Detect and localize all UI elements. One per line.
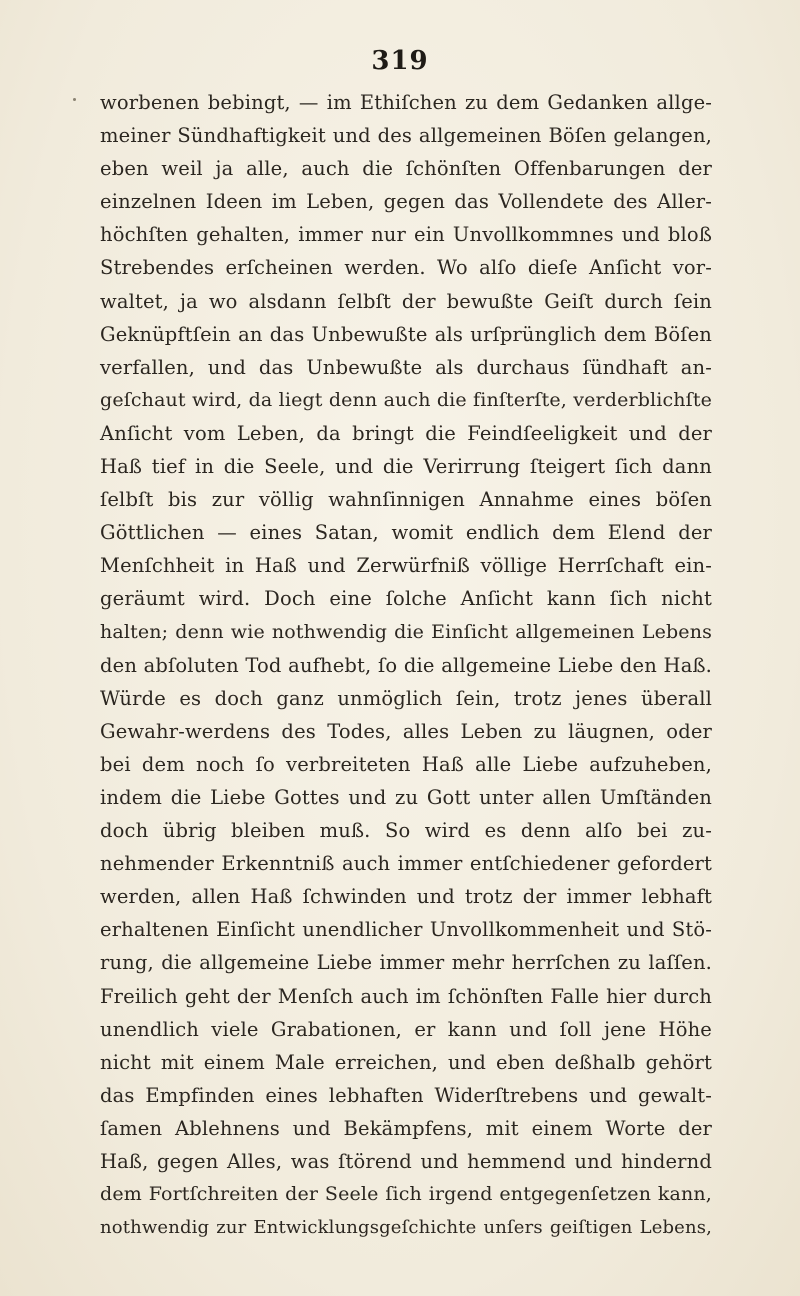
text-line: verfallen, und das Unbewußte als durchaus ſündhaft an- xyxy=(100,355,712,379)
text-line: nehmender Erkenntniß auch immer entſchiedener gefordert xyxy=(100,852,712,876)
text-line: ſamen Ablehnens und Bekämpfens, mit einem Worte der xyxy=(100,1116,712,1140)
text-line: Freilich geht der Menſch auch im ſchönſten Falle hier durch xyxy=(100,984,712,1008)
text-line: worbenen bebingt, — im Ethiſchen zu dem Gedanken allge- xyxy=(100,91,712,114)
text-line: Gewahr-werdens des Todes, alles Leben zu läugnen, oder xyxy=(100,719,712,743)
page-number: 319 xyxy=(371,46,429,76)
text-line: dem Fortſchreiten der Seele ſich irgend entgegenſetzen kann, xyxy=(100,1183,712,1206)
text-line: waltet, ja wo alsdann ſelbſt der bewußte Geiſt durch ſein xyxy=(100,289,712,313)
text-line: einzelnen Ideen im Leben, gegen das Vollendete des Aller- xyxy=(100,190,712,214)
text-line: Haß tief in die Seele, und die Verirrung ſteigert ſich dann xyxy=(100,455,712,479)
text-line: halten; denn wie nothwendig die Einſicht allgemeinen Lebens xyxy=(100,620,712,643)
text-line: rung, die allgemeine Liebe immer mehr herrſchen zu laſſen. xyxy=(100,951,712,975)
text-line: erhaltenen Einſicht unendlicher Unvollkommenheit und Stö- xyxy=(100,918,712,942)
text-line: geſchaut wird, da liegt denn auch die finſterſte, verderblichſte xyxy=(100,388,712,411)
body-text xyxy=(100,86,712,1244)
text-line: meiner Sündhaftigkeit und des allgemeinen Böſen gelangen, xyxy=(100,124,712,148)
text-line: geräumt wird. Doch eine ſolche Anſicht kann ſich nicht xyxy=(100,587,712,611)
text-line: Strebendes erſcheinen werden. Wo alſo dieſe Anſicht vor- xyxy=(100,256,712,280)
text-line: nicht mit einem Male erreichen, und eben deßhalb gehört xyxy=(100,1050,712,1074)
text-line: Würde es doch ganz unmöglich ſein, trotz jenes überall xyxy=(100,686,712,710)
text-line: Geknüpftſein an das Unbewußte als urſprünglich dem Böſen xyxy=(100,322,712,346)
text-line: das Empfinden eines lebhaften Widerſtrebens und gewalt- xyxy=(100,1083,712,1107)
text-line: unendlich viele Grabationen, er kann und ſoll jene Höhe xyxy=(100,1017,712,1041)
text-line: Anſicht vom Leben, da bringt die Feindſeeligkeit und der xyxy=(100,421,712,445)
text-line: indem die Liebe Gottes und zu Gott unter allen Umſtänden xyxy=(100,785,712,809)
text-line: ſelbſt bis zur völlig wahnſinnigen Annahme eines böſen xyxy=(100,488,712,512)
text-line: nothwendig zur Entwicklungsgeſchichte unſers geiſtigen Lebens, xyxy=(100,1217,712,1239)
text-line: den abſoluten Tod aufhebt, ſo die allgemeine Liebe den Haß. xyxy=(100,653,712,677)
text-line: bei dem noch ſo verbreiteten Haß alle Liebe aufzuheben, xyxy=(100,752,712,776)
paper-speck xyxy=(73,98,76,101)
text-line: Haß, gegen Alles, was ſtörend und hemmend und hindernd xyxy=(100,1150,712,1173)
text-line: Menſchheit in Haß und Zerwürfniß völlige Herrſchaft ein- xyxy=(100,554,712,578)
text-line: werden, allen Haß ſchwinden und trotz der immer lebhaft xyxy=(100,885,712,909)
text-line: höchſten gehalten, immer nur ein Unvollkommnes und bloß xyxy=(100,223,712,247)
text-line: doch übrig bleiben muß. So wird es denn alſo bei zu- xyxy=(100,819,712,843)
text-line: Göttlichen — eines Satan, womit endlich dem Elend der xyxy=(100,521,712,545)
text-line: eben weil ja alle, auch die ſchönſten Offenbarungen der xyxy=(100,157,712,181)
